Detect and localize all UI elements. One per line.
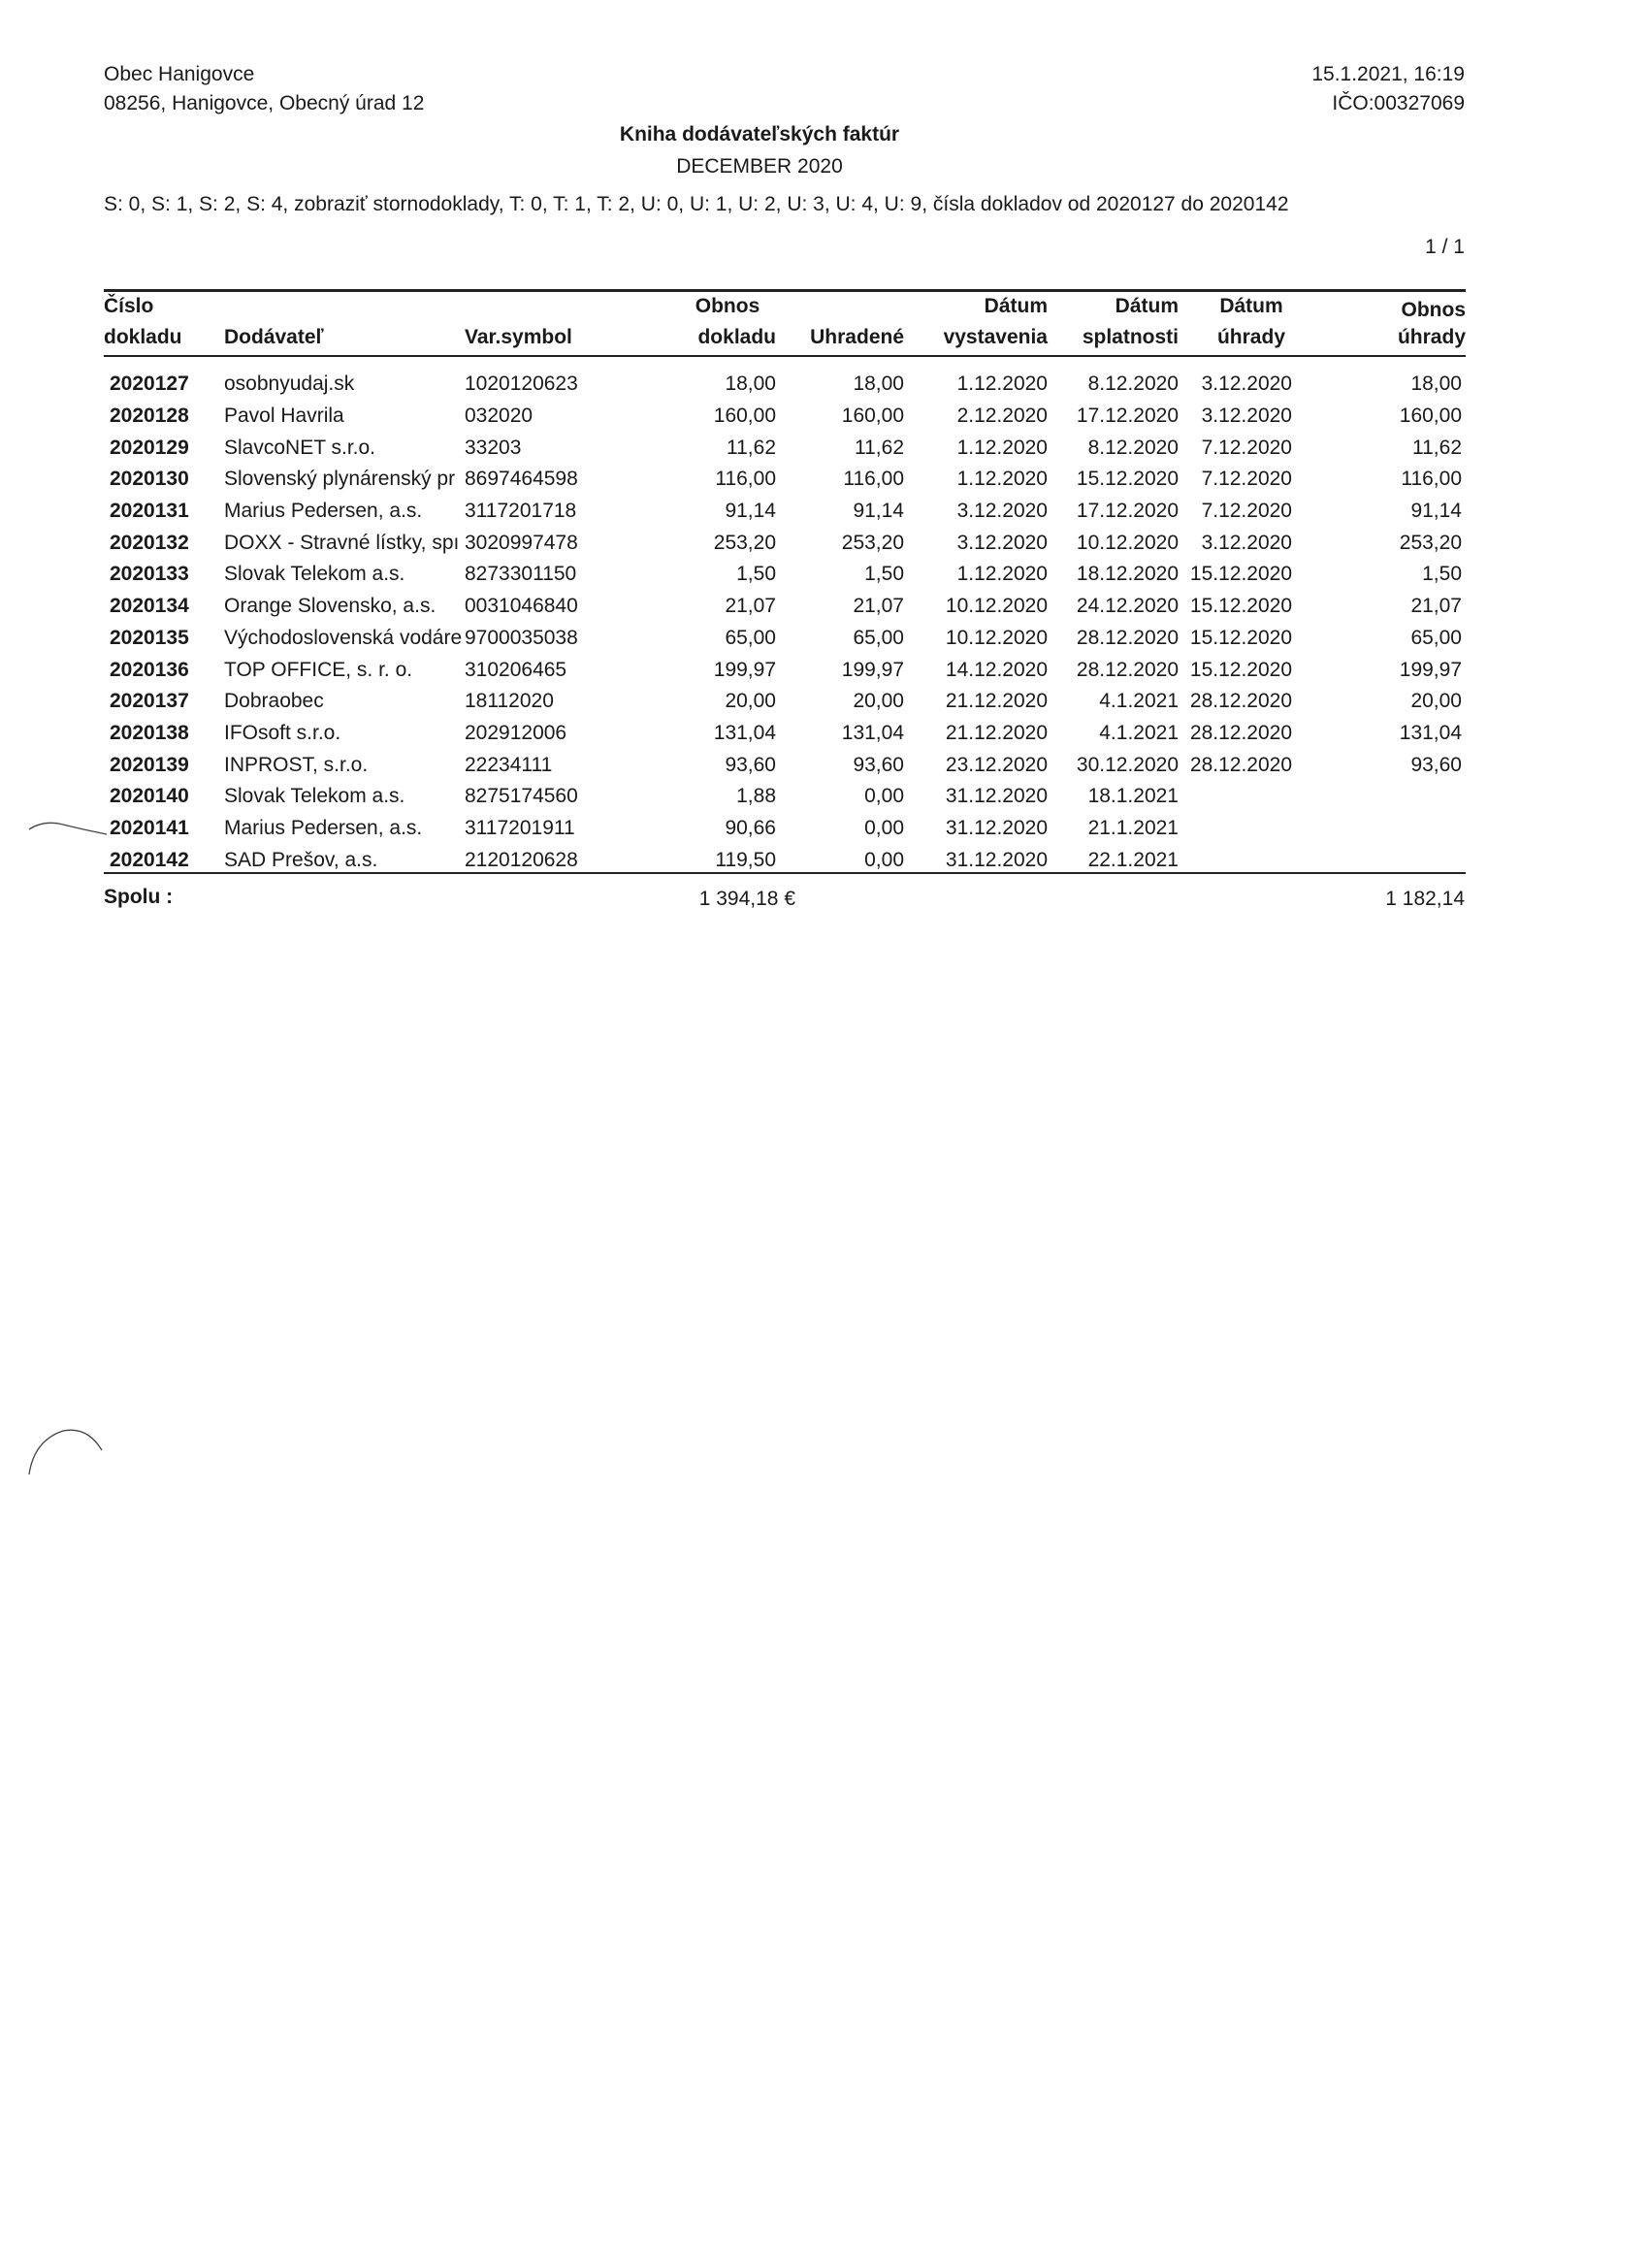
paid-cell: 65,00 bbox=[853, 626, 904, 649]
varsymbol-cell: 310206465 bbox=[465, 658, 567, 681]
varsymbol-cell: 3117201911 bbox=[465, 816, 575, 839]
varsymbol-cell: 9700035038 bbox=[465, 626, 578, 649]
issued-date-cell: 21.12.2020 bbox=[945, 690, 1048, 713]
amount-cell: 119,50 bbox=[715, 848, 776, 871]
due-date-cell: 8.12.2020 bbox=[1087, 373, 1179, 396]
org-name: Obec Hanigovce bbox=[104, 63, 255, 85]
doc-number-cell: 2020140 bbox=[110, 785, 189, 808]
table-row bbox=[104, 813, 1466, 845]
paid-cell: 199,97 bbox=[841, 658, 904, 681]
amount-cell: 1,88 bbox=[736, 785, 776, 808]
paid-cell: 0,00 bbox=[864, 816, 904, 839]
doc-number-cell: 2020136 bbox=[110, 658, 189, 681]
varsymbol-cell: 3020997478 bbox=[465, 531, 578, 554]
payment-amount-cell: 21,07 bbox=[1410, 595, 1462, 618]
due-date-cell: 15.12.2020 bbox=[1076, 468, 1179, 491]
paid-date-cell: 28.12.2020 bbox=[1189, 690, 1292, 713]
paid-cell: 93,60 bbox=[853, 753, 904, 776]
doc-number-cell: 2020141 bbox=[110, 816, 189, 839]
payment-amount-cell: 199,97 bbox=[1399, 658, 1462, 681]
amount-cell: 20,00 bbox=[725, 690, 776, 713]
document-title: Kniha dodávateľských faktúr bbox=[619, 123, 900, 146]
paid-date-cell bbox=[1179, 813, 1310, 845]
amount-cell: 21,07 bbox=[725, 595, 776, 618]
paid-date-cell: 15.12.2020 bbox=[1189, 626, 1292, 649]
payment-amount-cell bbox=[1310, 844, 1466, 876]
due-date-cell: 24.12.2020 bbox=[1076, 595, 1179, 618]
issued-date-cell: 1.12.2020 bbox=[956, 373, 1048, 396]
varsymbol-cell: 2120120628 bbox=[465, 848, 578, 871]
doc-number-cell: 2020138 bbox=[110, 721, 189, 744]
table-row bbox=[104, 464, 1466, 496]
issued-date-cell: 2.12.2020 bbox=[956, 405, 1048, 428]
pen-mark-icon bbox=[24, 805, 112, 854]
table-row bbox=[104, 718, 1466, 750]
paid-cell: 0,00 bbox=[864, 848, 904, 871]
issued-date-cell: 3.12.2020 bbox=[956, 531, 1048, 554]
paid-date-cell: 7.12.2020 bbox=[1201, 436, 1292, 459]
filter-criteria: S: 0, S: 1, S: 2, S: 4, zobraziť stornodoklady, T: 0, T: 1, T: 2, U: 0, U: 1, U: 2, U: 3, U: 4, U: 9, čísla dokladov od 2020127 do 2020142 bbox=[104, 193, 1289, 215]
paid-cell: 18,00 bbox=[853, 373, 904, 396]
doc-number-cell: 2020132 bbox=[110, 531, 189, 554]
due-date-cell: 8.12.2020 bbox=[1087, 436, 1179, 459]
varsymbol-cell: 8697464598 bbox=[465, 468, 578, 491]
issued-date-cell: 14.12.2020 bbox=[945, 658, 1048, 681]
doc-number-cell: 2020142 bbox=[110, 848, 189, 871]
payment-amount-cell: 160,00 bbox=[1399, 405, 1462, 428]
organization-block bbox=[104, 60, 424, 118]
issued-date-cell: 21.12.2020 bbox=[945, 721, 1048, 744]
header-due-date: Dátum splatnosti bbox=[1082, 295, 1179, 348]
supplier-cell: INPROST, s.r.o. bbox=[224, 753, 369, 776]
due-date-cell: 18.12.2020 bbox=[1076, 563, 1179, 586]
paid-date-cell: 28.12.2020 bbox=[1189, 721, 1292, 744]
amount-cell: 11,62 bbox=[727, 436, 776, 459]
issued-date-cell: 1.12.2020 bbox=[956, 563, 1048, 586]
print-info-block bbox=[1311, 60, 1465, 118]
varsymbol-cell: 18112020 bbox=[465, 690, 554, 713]
paid-date-cell: 3.12.2020 bbox=[1201, 405, 1292, 428]
due-date-cell: 18.1.2021 bbox=[1087, 785, 1179, 808]
doc-number-cell: 2020134 bbox=[110, 595, 189, 618]
payment-amount-cell: 131,04 bbox=[1399, 721, 1462, 744]
amount-cell: 65,00 bbox=[725, 626, 776, 649]
paid-cell: 160,00 bbox=[841, 405, 904, 428]
amount-cell: 1,50 bbox=[736, 563, 776, 586]
paid-date-cell: 3.12.2020 bbox=[1201, 373, 1292, 396]
payment-amount-cell bbox=[1310, 813, 1466, 845]
issued-date-cell: 31.12.2020 bbox=[945, 848, 1048, 871]
doc-number-cell: 2020137 bbox=[110, 690, 189, 713]
doc-number-cell: 2020127 bbox=[110, 373, 189, 396]
issued-date-cell: 10.12.2020 bbox=[945, 626, 1048, 649]
due-date-cell: 28.12.2020 bbox=[1076, 626, 1179, 649]
varsymbol-cell: 22234111 bbox=[465, 753, 553, 776]
table-row bbox=[104, 527, 1466, 559]
header-paid-date: Dátum úhrady bbox=[1216, 295, 1285, 348]
supplier-cell: Marius Pedersen, a.s. bbox=[224, 500, 423, 523]
supplier-cell: SlavcoNET s.r.o. bbox=[224, 436, 376, 459]
supplier-cell: Orange Slovensko, a.s. bbox=[224, 595, 436, 618]
table-row bbox=[104, 432, 1466, 464]
org-address: 08256, Hanigovce, Obecný úrad 12 bbox=[104, 92, 425, 114]
amount-cell: 199,97 bbox=[713, 658, 776, 681]
pen-arc-icon bbox=[15, 1421, 112, 1479]
table-row bbox=[104, 559, 1466, 591]
payment-amount-cell: 116,00 bbox=[1401, 468, 1462, 491]
due-date-cell: 4.1.2021 bbox=[1099, 690, 1179, 713]
supplier-cell: TOP OFFICE, s. r. o. bbox=[224, 658, 413, 681]
paid-cell: 21,07 bbox=[853, 595, 904, 618]
table-row bbox=[104, 623, 1466, 655]
supplier-cell: osobnyudaj.sk bbox=[224, 373, 355, 396]
due-date-cell: 4.1.2021 bbox=[1099, 721, 1179, 744]
paid-date-cell: 15.12.2020 bbox=[1189, 658, 1292, 681]
supplier-cell: IFOsoft s.r.o. bbox=[224, 721, 341, 744]
paid-date-cell: 28.12.2020 bbox=[1189, 753, 1292, 776]
doc-number-cell: 2020128 bbox=[110, 405, 189, 428]
supplier-cell: Slovenský plynárenský pr bbox=[224, 468, 456, 491]
doc-number-cell: 2020139 bbox=[110, 753, 189, 776]
doc-number-cell: 2020131 bbox=[110, 500, 189, 523]
amount-cell: 93,60 bbox=[725, 753, 776, 776]
varsymbol-cell: 0031046840 bbox=[465, 595, 578, 618]
payment-amount-cell: 11,62 bbox=[1412, 436, 1462, 459]
paid-cell: 1,50 bbox=[864, 563, 904, 586]
paid-cell: 11,62 bbox=[855, 436, 904, 459]
table-row bbox=[104, 369, 1466, 401]
paid-date-cell: 15.12.2020 bbox=[1189, 595, 1292, 618]
printed-timestamp: 15.1.2021, 16:19 bbox=[1311, 63, 1465, 85]
varsymbol-cell: 3117201718 bbox=[465, 500, 577, 523]
paid-cell: 131,04 bbox=[841, 721, 904, 744]
payment-amount-cell: 91,14 bbox=[1410, 500, 1462, 523]
supplier-cell: Marius Pedersen, a.s. bbox=[224, 816, 423, 839]
amount-cell: 116,00 bbox=[715, 468, 776, 491]
header-amount: Obnos dokladu bbox=[695, 295, 776, 348]
total-paid: 1 182,14 bbox=[1385, 888, 1465, 910]
issued-date-cell: 3.12.2020 bbox=[956, 500, 1048, 523]
header-paid: Uhradené bbox=[810, 326, 904, 348]
paid-cell: 20,00 bbox=[853, 690, 904, 713]
amount-cell: 160,00 bbox=[713, 405, 776, 428]
issued-date-cell: 1.12.2020 bbox=[956, 436, 1048, 459]
amount-cell: 131,04 bbox=[713, 721, 776, 744]
amount-cell: 91,14 bbox=[725, 500, 776, 523]
due-date-cell: 17.12.2020 bbox=[1076, 500, 1179, 523]
payment-amount-cell: 18,00 bbox=[1410, 373, 1462, 396]
table-row bbox=[104, 496, 1466, 528]
payment-amount-cell: 253,20 bbox=[1399, 531, 1462, 554]
payment-amount-cell: 20,00 bbox=[1410, 690, 1462, 713]
doc-number-cell: 2020129 bbox=[110, 436, 189, 459]
table-row bbox=[104, 749, 1466, 781]
due-date-cell: 30.12.2020 bbox=[1076, 753, 1179, 776]
supplier-cell: DOXX - Stravné lístky, spı bbox=[224, 531, 460, 554]
paid-cell: 253,20 bbox=[841, 531, 904, 554]
payment-amount-cell: 65,00 bbox=[1410, 626, 1462, 649]
paid-date-cell bbox=[1179, 781, 1310, 813]
table-header-rule bbox=[104, 355, 1466, 357]
invoice-table bbox=[104, 369, 1466, 876]
paid-date-cell: 7.12.2020 bbox=[1201, 468, 1292, 491]
supplier-cell: Dobraobec bbox=[224, 690, 324, 713]
payment-amount-cell: 93,60 bbox=[1410, 753, 1462, 776]
issued-date-cell: 1.12.2020 bbox=[956, 468, 1048, 491]
payment-amount-cell bbox=[1310, 781, 1466, 813]
varsymbol-cell: 8273301150 bbox=[465, 563, 577, 586]
supplier-cell: Slovak Telekom a.s. bbox=[224, 563, 405, 586]
due-date-cell: 17.12.2020 bbox=[1076, 405, 1179, 428]
doc-number-cell: 2020133 bbox=[110, 563, 189, 586]
due-date-cell: 28.12.2020 bbox=[1076, 658, 1179, 681]
paid-date-cell: 3.12.2020 bbox=[1201, 531, 1292, 554]
due-date-cell: 22.1.2021 bbox=[1087, 848, 1179, 871]
doc-number-cell: 2020135 bbox=[110, 626, 189, 649]
table-row bbox=[104, 591, 1466, 623]
table-row bbox=[104, 686, 1466, 718]
paid-cell: 91,14 bbox=[853, 500, 904, 523]
varsymbol-cell: 8275174560 bbox=[465, 785, 578, 808]
paid-date-cell: 15.12.2020 bbox=[1189, 563, 1292, 586]
amount-cell: 18,00 bbox=[725, 373, 776, 396]
total-label: Spolu : bbox=[104, 886, 174, 908]
header-supplier: Dodávateľ bbox=[224, 326, 324, 348]
varsymbol-cell: 202912006 bbox=[465, 721, 567, 744]
header-payment-amount: Obnos úhrady bbox=[1397, 299, 1466, 348]
header-varsymbol: Var.symbol bbox=[465, 326, 572, 348]
issued-date-cell: 10.12.2020 bbox=[945, 595, 1048, 618]
due-date-cell: 21.1.2021 bbox=[1087, 816, 1179, 839]
paid-cell: 116,00 bbox=[843, 468, 904, 491]
varsymbol-cell: 33203 bbox=[465, 436, 522, 459]
due-date-cell: 10.12.2020 bbox=[1076, 531, 1179, 554]
payment-amount-cell: 1,50 bbox=[1422, 563, 1462, 586]
varsymbol-cell: 1020120623 bbox=[465, 373, 578, 396]
issued-date-cell: 23.12.2020 bbox=[945, 753, 1048, 776]
ico-number: IČO:00327069 bbox=[1332, 92, 1465, 114]
amount-cell: 90,66 bbox=[725, 816, 776, 839]
paid-cell: 0,00 bbox=[864, 785, 904, 808]
varsymbol-cell: 032020 bbox=[465, 405, 534, 428]
table-row bbox=[104, 654, 1466, 686]
table-row bbox=[104, 844, 1466, 876]
amount-cell: 253,20 bbox=[713, 531, 776, 554]
supplier-cell: Pavol Havrila bbox=[224, 405, 344, 428]
table-row bbox=[104, 401, 1466, 433]
header-doc-number: Číslo dokladu bbox=[104, 295, 182, 348]
issued-date-cell: 31.12.2020 bbox=[945, 785, 1048, 808]
issued-date-cell: 31.12.2020 bbox=[945, 816, 1048, 839]
table-row bbox=[104, 781, 1466, 813]
supplier-cell: Východoslovenská vodáre bbox=[224, 626, 463, 649]
paid-date-cell: 7.12.2020 bbox=[1201, 500, 1292, 523]
total-amount: 1 394,18 € bbox=[698, 888, 795, 910]
page-number: 1 / 1 bbox=[1425, 236, 1465, 258]
supplier-cell: Slovak Telekom a.s. bbox=[224, 785, 405, 808]
paid-date-cell bbox=[1179, 844, 1310, 876]
doc-number-cell: 2020130 bbox=[110, 468, 189, 491]
supplier-cell: SAD Prešov, a.s. bbox=[224, 848, 378, 871]
header-issued-date: Dátum vystavenia bbox=[943, 295, 1048, 348]
document-period: DECEMBER 2020 bbox=[676, 155, 843, 178]
